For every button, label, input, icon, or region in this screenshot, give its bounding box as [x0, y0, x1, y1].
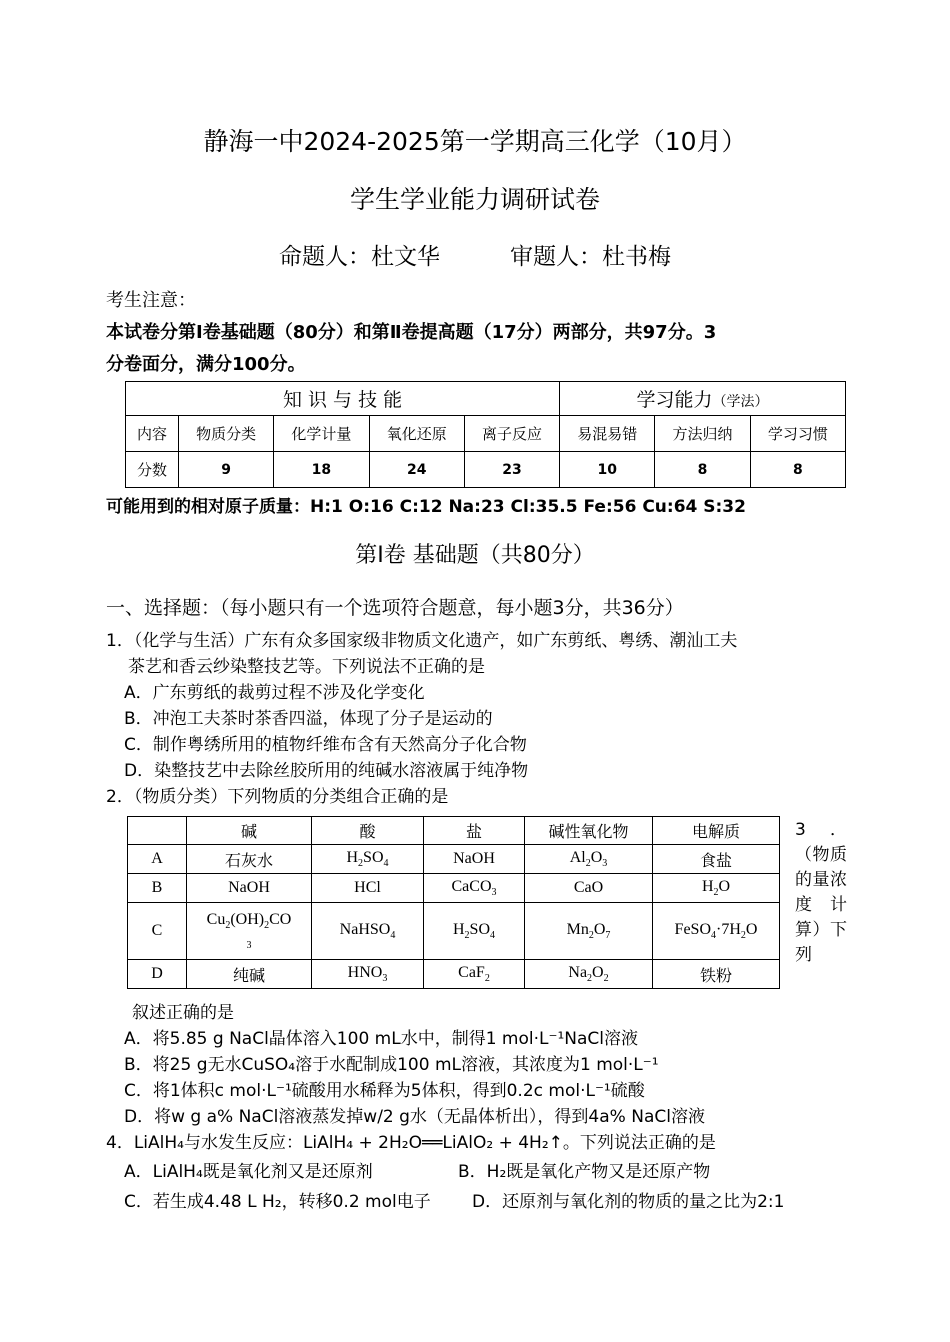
q2-classification-table: [127, 816, 780, 989]
notice-line-1: 本试卷分第Ⅰ卷基础题（80分）和第Ⅱ卷提高题（17分）两部分，共97分。3: [106, 322, 717, 343]
q4-option-b: B．H₂既是氧化产物又是还原产物: [458, 1162, 711, 1182]
q3-option-b: B．将25 g无水CuSO₄溶于水配制成100 mL溶液，其浓度为1 mol·L⁻¹: [124, 1055, 659, 1075]
exam-subtitle: 学生学业能力调研试卷: [349, 185, 600, 214]
q2-cell: 纯碱: [187, 960, 312, 989]
exam-title: 静海一中2024-2025第一学期高三化学（10月）: [203, 127, 747, 156]
q2-cell: $FeSO_4\cdot 7H_2O$: [653, 903, 780, 960]
q2-header: 电解质: [653, 817, 780, 845]
q2-cell: NaOH: [187, 874, 312, 903]
authors-line: [0, 238, 950, 271]
part1-title: 一、选择题：（每小题只有一个选项符合题意，每小题3分，共36分）: [106, 597, 684, 619]
q2-stem: 2．（物质分类）下列物质的分类组合正确的是: [106, 787, 449, 807]
q2-cell: $Cu_2(OH)_2CO$ $_3$: [187, 903, 312, 960]
score-group-ability: 学习能力（学法）: [560, 382, 846, 416]
q1-option-d: D．染整技艺中去除丝胶所用的纯碱水溶液属于纯净物: [124, 761, 529, 781]
notice-line-2: 分卷面分，满分100分。: [106, 354, 306, 375]
q3-option-d: D．将w g a% NaCl溶液蒸发掉w/2 g水（无晶体析出），得到4a% NaCl溶液: [124, 1107, 705, 1127]
q2-header: 酸: [312, 817, 424, 845]
q2-cell: NaHSO$_4$: [312, 903, 424, 960]
q2-row-label: C: [128, 903, 187, 960]
score-value: 8: [655, 452, 750, 488]
score-value: 8: [750, 452, 845, 488]
q2-cell: CaO: [525, 874, 653, 903]
q1-stem-1: 1．（化学与生活）广东有众多国家级非物质文化遗产，如广东剪纸、粤绣、潮汕工夫: [106, 631, 738, 651]
score-value: 9: [179, 452, 274, 488]
score-col: 方法归纳: [655, 416, 750, 452]
q2-cell: CaCO$_3$: [424, 874, 525, 903]
q4-stem: 4．LiAlH₄与水发生反应：LiAlH₄ + 2H₂O══LiAlO₂ + 4H₂↑。下列说法正确的是: [106, 1133, 716, 1153]
q2-header: [128, 817, 187, 845]
q4-option-d: D．还原剂与氧化剂的物质的量之比为2:1: [472, 1192, 785, 1212]
q2-cell: CaF$_2$: [424, 960, 525, 989]
q2-cell: $Al_2O_3$: [525, 845, 653, 874]
atomic-masses: 可能用到的相对原子质量：H:1 O:16 C:12 Na:23 Cl:35.5 Fe:56 Cu:64 S:32: [106, 497, 746, 517]
notice-heading: 考生注意：: [106, 290, 196, 311]
score-col: 易混易错: [560, 416, 655, 452]
section-title: 第Ⅰ卷 基础题（共80分）: [355, 543, 595, 568]
q3-option-c: C．将1体积c mol·L⁻¹硫酸用水稀释为5体积，得到0.2c mol·L⁻¹硫酸: [124, 1081, 645, 1101]
q2-cell: $HNO_3$: [312, 960, 424, 989]
q2-cell: $H_2SO_4$: [424, 903, 525, 960]
score-value: 24: [369, 452, 464, 488]
reviewer-label: 审题人：杜书梅: [510, 244, 671, 270]
q3-stem-side: 3．（物质的量浓度计算）下列: [795, 820, 847, 965]
score-col: 氧化还原: [369, 416, 464, 452]
author-label: 命题人：杜文华: [279, 244, 440, 270]
q2-row-label: A: [128, 845, 187, 874]
q3-option-a: A．将5.85 g NaCl晶体溶入100 mL水中，制得1 mol·L⁻¹NaCl溶液: [124, 1029, 638, 1049]
q2-cell: 铁粉: [653, 960, 780, 989]
q3-stem-tail: 叙述正确的是: [132, 1003, 234, 1023]
score-value: 18: [274, 452, 369, 488]
q2-cell: $H_2SO_4$: [312, 845, 424, 874]
q1-stem-2: 茶艺和香云纱染整技艺等。下列说法不正确的是: [128, 657, 485, 677]
q4-option-c: C．若生成4.48 L H₂，转移0.2 mol电子: [124, 1192, 431, 1212]
score-col: 化学计量: [274, 416, 369, 452]
q4-option-a: A．LiAlH₄既是氧化剂又是还原剂: [124, 1162, 373, 1182]
q2-cell: 石灰水: [187, 845, 312, 874]
q2-cell: $Na_2O_2$: [525, 960, 653, 989]
q2-header: 碱: [187, 817, 312, 845]
q1-option-c: C．制作粤绣所用的植物纤维布含有天然高分子化合物: [124, 735, 527, 755]
q2-cell: 食盐: [653, 845, 780, 874]
score-col: 学习习惯: [750, 416, 845, 452]
score-value: 10: [560, 452, 655, 488]
q2-row-label: B: [128, 874, 187, 903]
q2-header: 盐: [424, 817, 525, 845]
score-row-label-points: 分数: [126, 452, 179, 488]
score-group-knowledge: 知 识 与 技 能: [126, 382, 560, 416]
score-col: 离子反应: [464, 416, 559, 452]
score-table: [125, 381, 846, 488]
q2-cell: HCl: [312, 874, 424, 903]
q2-header: 碱性氧化物: [525, 817, 653, 845]
score-row-label-content: 内容: [126, 416, 179, 452]
q1-option-b: B．冲泡工夫茶时茶香四溢，体现了分子是运动的: [124, 709, 493, 729]
q2-cell: $Mn_2O_7$: [525, 903, 653, 960]
score-col: 物质分类: [179, 416, 274, 452]
q1-option-a: A．广东剪纸的裁剪过程不涉及化学变化: [124, 683, 425, 703]
q2-cell: $H_2O$: [653, 874, 780, 903]
q2-row-label: D: [128, 960, 187, 989]
q2-cell: NaOH: [424, 845, 525, 874]
score-value: 23: [464, 452, 559, 488]
